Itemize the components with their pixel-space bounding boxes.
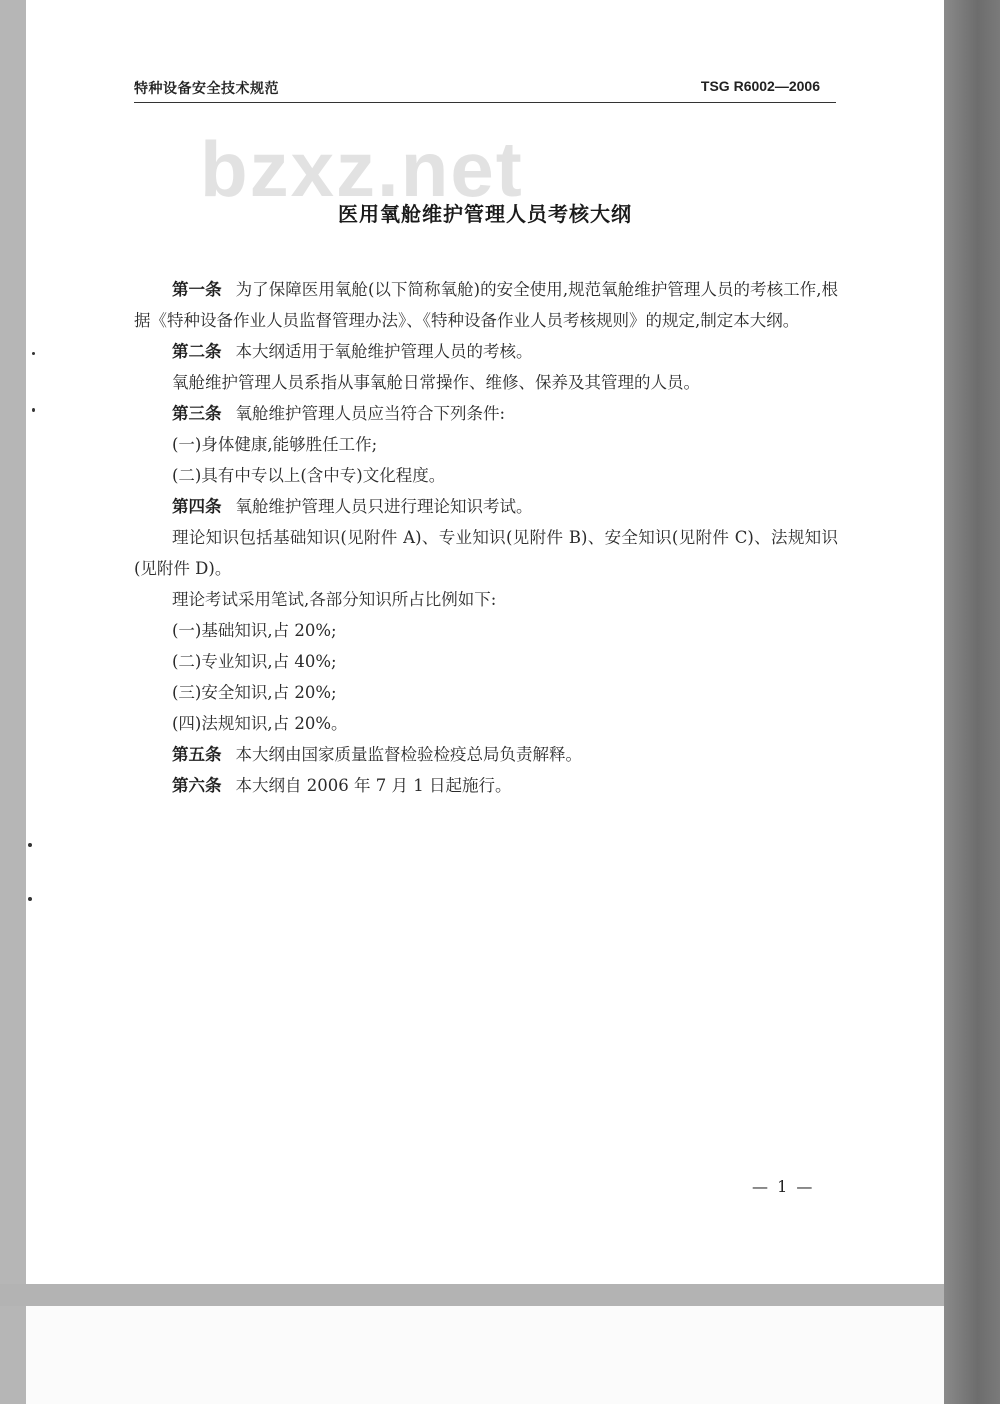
paragraph-article-2: [134, 336, 838, 367]
left-margin: [0, 0, 26, 1404]
list-item: [134, 646, 838, 677]
article-label: 第三条: [172, 404, 222, 423]
header-standard-code: TSG R6002—2006: [700, 78, 820, 94]
page-separator: [0, 1284, 944, 1306]
document-body: [134, 274, 838, 801]
next-document-page: [26, 1306, 944, 1404]
paragraph-text: 氧舱维护管理人员应当符合下列条件:: [235, 404, 506, 423]
paragraph: [134, 584, 838, 615]
paragraph: [134, 367, 838, 398]
scan-speck: [28, 897, 32, 901]
paragraph-text: (三)安全知识,占 20%;: [172, 683, 337, 702]
paragraph: [134, 522, 838, 584]
paragraph-text: 本大纲由国家质量监督检验检疫总局负责解释。: [235, 745, 582, 764]
article-label: 第六条: [172, 776, 222, 795]
paragraph-text: (一)基础知识,占 20%;: [172, 621, 337, 640]
watermark: bzxz.net: [200, 125, 524, 213]
header-series-title: 特种设备安全技术规范: [134, 81, 279, 97]
paragraph-text: (四)法规知识,占 20%。: [172, 714, 348, 733]
paragraph-text: 本大纲适用于氧舱维护管理人员的考核。: [235, 342, 533, 361]
viewer-scroll-gutter: [944, 0, 1000, 1404]
scan-speck: [28, 843, 32, 847]
running-header: [134, 76, 836, 103]
paragraph-article-5: [134, 739, 838, 770]
paragraph-text: (一)身体健康,能够胜任工作;: [172, 435, 378, 454]
list-item: [134, 615, 838, 646]
list-item: [134, 677, 838, 708]
list-item: [134, 460, 838, 491]
paragraph-article-1: [134, 274, 838, 336]
paragraph-text: 本大纲自 2006 年 7 月 1 日起施行。: [235, 776, 512, 795]
document-title: 医用氧舱维护管理人员考核大纲: [338, 202, 632, 226]
article-label: 第四条: [172, 497, 222, 516]
paragraph-text: 理论知识包括基础知识(见附件 A)、专业知识(见附件 B)、安全知识(见附件 C)、法规知识(见附件 D)。: [134, 528, 838, 578]
paragraph-text: 氧舱维护管理人员系指从事氧舱日常操作、维修、保养及其管理的人员。: [172, 373, 700, 392]
paragraph-text: 理论考试采用笔试,各部分知识所占比例如下:: [172, 590, 497, 609]
paragraph-text: (二)具有中专以上(含中专)文化程度。: [172, 466, 446, 485]
article-label: 第五条: [172, 745, 222, 764]
paragraph-text: 为了保障医用氧舱(以下简称氧舱)的安全使用,规范氧舱维护管理人员的考核工作,根据《特种设备作业人员监督管理办法》、《特种设备作业人员考核规则》的规定,制定本大纲。: [134, 280, 838, 330]
article-label: 第二条: [172, 342, 222, 361]
paragraph-text: 氧舱维护管理人员只进行理论知识考试。: [235, 497, 533, 516]
list-item: [134, 708, 838, 739]
article-label: 第一条: [172, 280, 222, 299]
list-item: [134, 429, 838, 460]
paragraph-article-3: [134, 398, 838, 429]
paragraph-article-6: [134, 770, 838, 801]
paragraph-text: (二)专业知识,占 40%;: [172, 652, 337, 671]
paragraph-article-4: [134, 491, 838, 522]
scan-speck: [32, 408, 35, 412]
scan-speck: [32, 352, 35, 355]
page-number: — 1 —: [752, 1177, 815, 1196]
